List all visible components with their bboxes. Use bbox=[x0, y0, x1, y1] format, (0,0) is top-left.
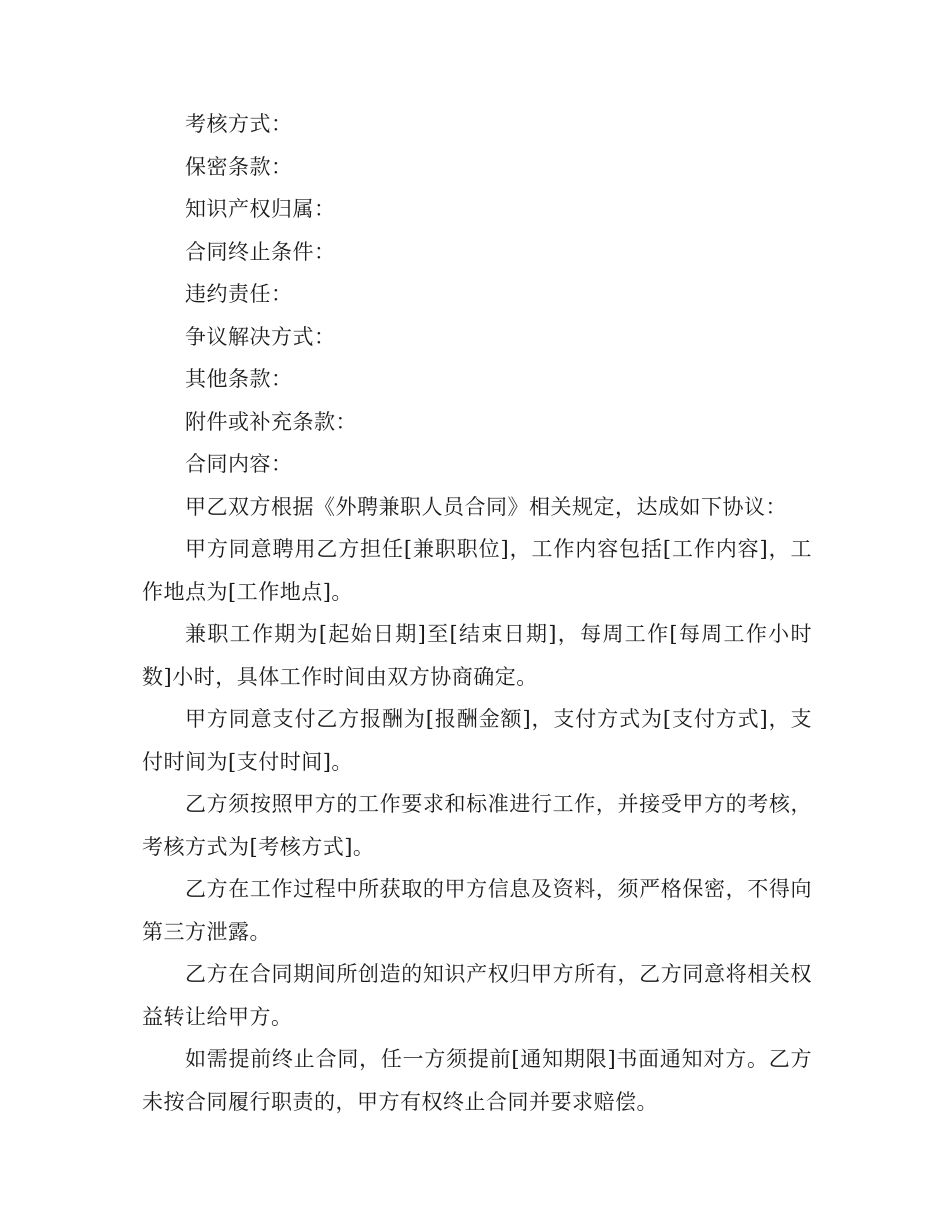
clause-intellectual-property: 知识产权归属： bbox=[185, 197, 336, 221]
paragraph-compensation: 甲方同意支付乙方报酬为[报酬金额]，支付方式为[支付方式]，支付时间为[支付时间]。 bbox=[142, 707, 812, 774]
clause-attachments: 附件或补充条款： bbox=[185, 409, 357, 434]
clause-assessment-method: 考核方式： bbox=[185, 112, 293, 136]
document-body bbox=[142, 103, 812, 1123]
paragraph-position: 甲方同意聘用乙方担任[兼职职位]，工作内容包括[工作内容]，工作地点为[工作地点]。 bbox=[142, 537, 812, 604]
paragraph-termination: 如需提前终止合同，任一方须提前[通知期限]书面通知对方。乙方未按合同履行职责的，甲方有权终止合同并要求赔偿。 bbox=[142, 1047, 812, 1114]
clause-other-terms: 其他条款： bbox=[185, 367, 293, 391]
section-heading-contract-content: 合同内容： bbox=[185, 452, 293, 476]
paragraph-intellectual-property: 乙方在合同期间所创造的知识产权归甲方所有，乙方同意将相关权益转让给甲方。 bbox=[142, 962, 812, 1029]
clause-dispute-resolution: 争议解决方式： bbox=[185, 324, 336, 349]
paragraph-agreement-intro: 甲乙双方根据《外聘兼职人员合同》相关规定，达成如下协议： bbox=[185, 494, 787, 519]
paragraph-assessment: 乙方须按照甲方的工作要求和标准进行工作，并接受甲方的考核，考核方式为[考核方式]。 bbox=[142, 792, 812, 859]
clause-termination-conditions: 合同终止条件： bbox=[185, 239, 336, 264]
paragraph-work-period: 兼职工作期为[起始日期]至[结束日期]，每周工作[每周工作小时数]小时，具体工作时间由双方协商确定。 bbox=[142, 622, 812, 689]
clause-confidentiality: 保密条款： bbox=[185, 154, 293, 179]
paragraph-confidentiality: 乙方在工作过程中所获取的甲方信息及资料，须严格保密，不得向第三方泄露。 bbox=[142, 877, 812, 944]
clause-breach-liability: 违约责任： bbox=[185, 282, 293, 306]
